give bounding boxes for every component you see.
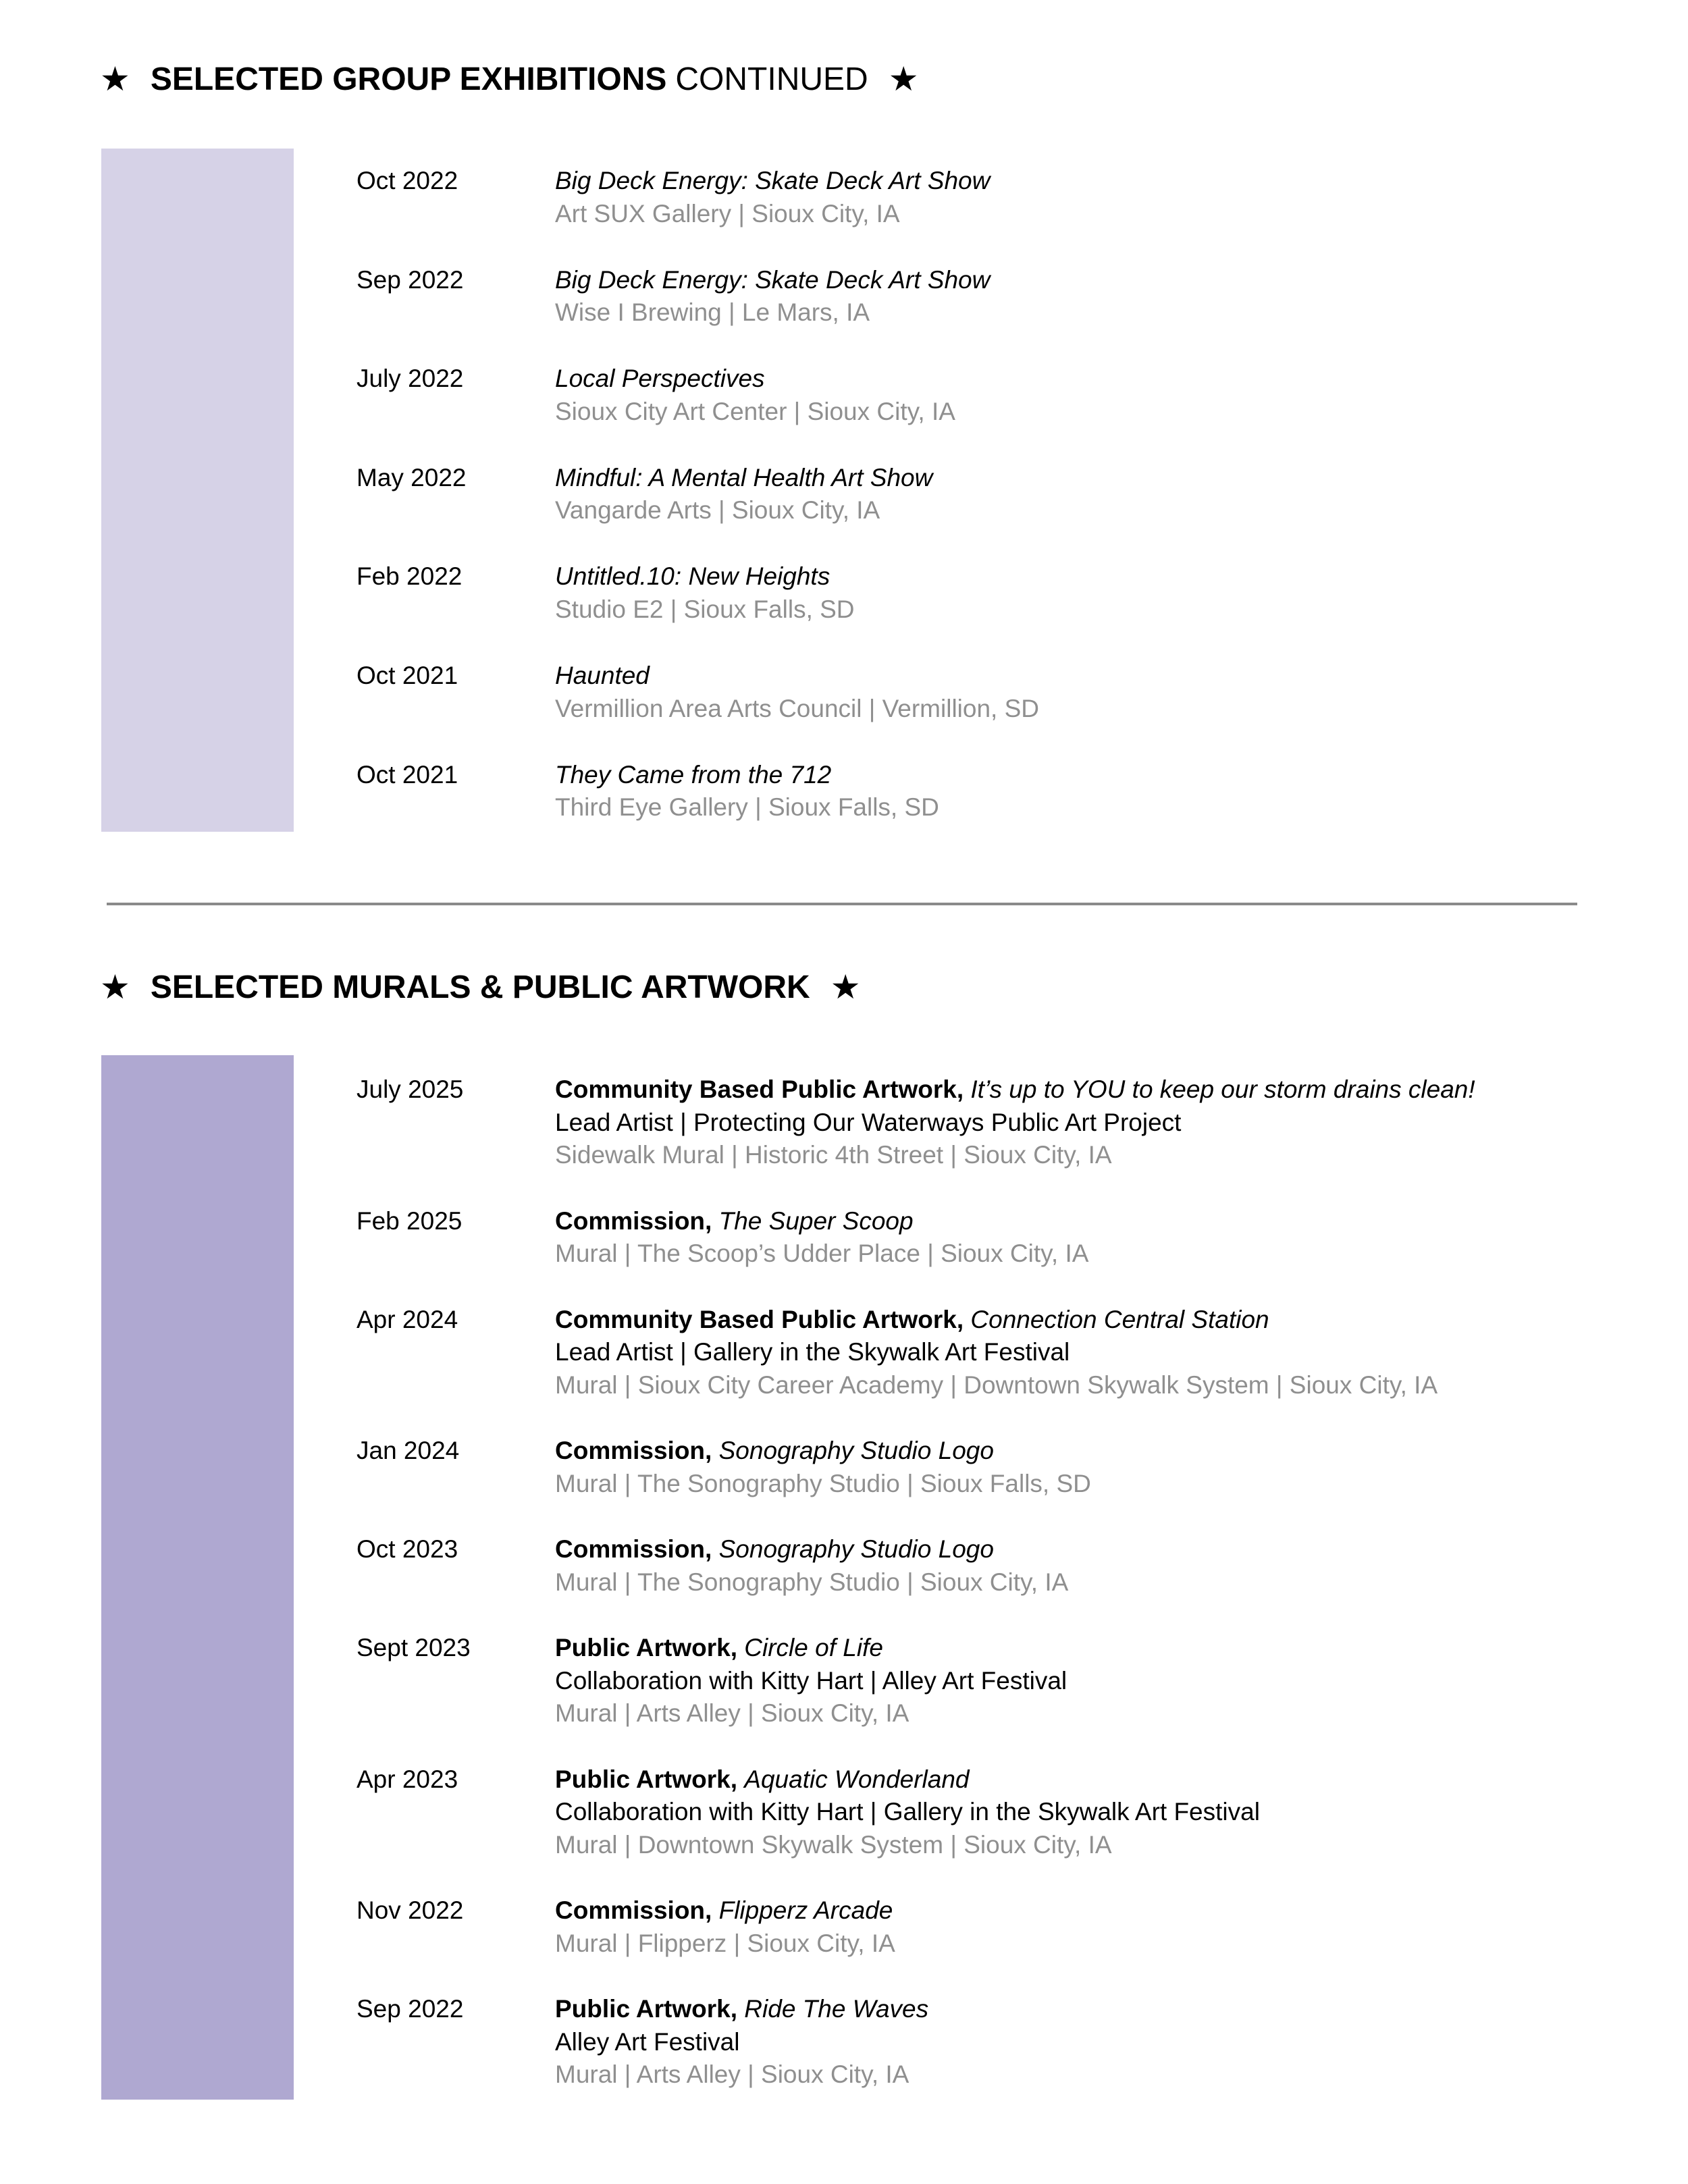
- artwork-venue: Mural | Flipperz | Sioux City, IA: [555, 1929, 895, 1957]
- artwork-type: Commission,: [555, 1535, 712, 1563]
- exhibition-venue: Studio E2 | Sioux Falls, SD: [555, 595, 855, 623]
- entry-body: [555, 1763, 1647, 1862]
- entry-date: July 2022: [357, 365, 464, 393]
- artwork-type: Commission,: [555, 1437, 712, 1464]
- artwork-venue: Mural | The Sonography Studio | Sioux Falls, SD: [555, 1469, 1091, 1497]
- murals-accent-bar: [101, 1055, 294, 2100]
- entry-date: Oct 2021: [357, 662, 458, 689]
- star-icon: ★: [888, 60, 919, 98]
- entry-body: [555, 660, 1647, 725]
- entry-body: [555, 363, 1647, 428]
- artwork-heading-line: [555, 1763, 1647, 1796]
- artwork-heading-line: [555, 1632, 1647, 1665]
- entry-body: [555, 1435, 1647, 1500]
- exhibition-venue: Wise I Brewing | Le Mars, IA: [555, 298, 870, 327]
- entry-date: Apr 2024: [357, 1305, 458, 1333]
- group-exhibitions-accent-bar: [101, 149, 294, 832]
- entry-date: Sep 2022: [357, 1995, 464, 2023]
- entry-date: Nov 2022: [357, 1896, 464, 1924]
- entry-date: Feb 2025: [357, 1206, 463, 1235]
- entry-body: [555, 1632, 1647, 1730]
- artwork-title: Circle of Life: [744, 1634, 883, 1661]
- group-exhibitions-title: SELECTED GROUP EXHIBITIONS: [150, 61, 667, 97]
- exhibition-title: Big Deck Energy: Skate Deck Art Show: [555, 265, 991, 294]
- artwork-detail: Collaboration with Kitty Hart | Alley Art Festival: [555, 1666, 1067, 1695]
- artwork-venue: Mural | The Scoop’s Udder Place | Sioux City, IA: [555, 1240, 1089, 1267]
- entry-body: [555, 759, 1647, 824]
- exhibition-title: Mindful: A Mental Health Art Show: [555, 463, 933, 491]
- artwork-venue: Mural | Downtown Skywalk System | Sioux City, IA: [555, 1830, 1112, 1859]
- exhibition-venue: Art SUX Gallery | Sioux City, IA: [555, 199, 900, 228]
- exhibition-venue: Sioux City Art Center | Sioux City, IA: [555, 397, 955, 425]
- entry-date: Oct 2021: [357, 760, 458, 789]
- exhibition-title: Haunted: [555, 662, 650, 689]
- entry-body: [555, 1205, 1647, 1271]
- artwork-title: It’s up to YOU to keep our storm drains clean!: [970, 1075, 1475, 1103]
- artwork-type: Public Artwork,: [555, 1995, 738, 2023]
- artwork-detail: Lead Artist | Protecting Our Waterways Public Art Project: [555, 1108, 1182, 1136]
- artwork-type: Community Based Public Artwork,: [555, 1305, 964, 1333]
- artwork-title: The Super Scoop: [718, 1206, 914, 1235]
- entry-body: [555, 165, 1647, 230]
- entry-date: Oct 2022: [357, 167, 458, 194]
- star-icon: ★: [100, 60, 130, 98]
- artwork-detail: Alley Art Festival: [555, 2027, 740, 2056]
- star-icon: ★: [100, 968, 130, 1006]
- exhibition-venue: Vermillion Area Arts Council | Vermillion, SD: [555, 694, 1040, 722]
- artwork-heading-line: [555, 1894, 1647, 1927]
- artwork-title: Flipperz Arcade: [718, 1896, 893, 1924]
- artwork-title: Aquatic Wonderland: [744, 1765, 970, 1793]
- entry-date: May 2022: [357, 463, 467, 491]
- group-exhibitions-heading: [100, 52, 919, 106]
- artwork-title: Ride The Waves: [744, 1995, 929, 2023]
- entry-body: [555, 462, 1647, 527]
- murals-heading: [100, 960, 861, 1014]
- entry-body: [555, 1533, 1647, 1599]
- exhibition-title: Local Perspectives: [555, 365, 765, 393]
- exhibition-title: Untitled.10: New Heights: [555, 562, 830, 591]
- artwork-heading-line: [555, 1304, 1647, 1337]
- entry-date: Jan 2024: [357, 1437, 460, 1464]
- artwork-type: Commission,: [555, 1896, 712, 1924]
- entry-date: Oct 2023: [357, 1535, 458, 1563]
- star-icon: ★: [830, 968, 861, 1006]
- exhibition-venue: Vangarde Arts | Sioux City, IA: [555, 496, 880, 525]
- entry-date: Feb 2022: [357, 562, 463, 591]
- artwork-title: Sonography Studio Logo: [718, 1437, 994, 1464]
- artwork-title: Connection Central Station: [970, 1305, 1269, 1333]
- artwork-detail: Lead Artist | Gallery in the Skywalk Art Festival: [555, 1338, 1070, 1366]
- artwork-venue: Mural | Arts Alley | Sioux City, IA: [555, 2060, 909, 2088]
- artwork-type: Public Artwork,: [555, 1634, 738, 1661]
- exhibition-title: They Came from the 712: [555, 760, 832, 789]
- artwork-venue: Mural | The Sonography Studio | Sioux City, IA: [555, 1568, 1069, 1596]
- artwork-venue: Mural | Sioux City Career Academy | Downtown Skywalk System | Sioux City, IA: [555, 1370, 1438, 1399]
- artwork-heading-line: [555, 1073, 1647, 1107]
- entry-date: Apr 2023: [357, 1765, 458, 1793]
- entry-date: Sept 2023: [357, 1634, 471, 1661]
- exhibition-venue: Third Eye Gallery | Sioux Falls, SD: [555, 793, 939, 822]
- section-divider: [107, 903, 1577, 905]
- entry-body: [555, 1993, 1647, 2092]
- entry-body: [555, 1304, 1647, 1402]
- artwork-title: Sonography Studio Logo: [718, 1535, 994, 1563]
- artwork-heading-line: [555, 1533, 1647, 1566]
- group-exhibitions-title-continued: CONTINUED: [675, 61, 868, 97]
- entry-date: Sep 2022: [357, 265, 464, 294]
- artwork-heading-line: [555, 1205, 1647, 1238]
- artwork-heading-line: [555, 1435, 1647, 1468]
- artwork-venue: Sidewalk Mural | Historic 4th Street | Sioux City, IA: [555, 1141, 1112, 1169]
- artwork-type: Community Based Public Artwork,: [555, 1075, 964, 1103]
- entry-date: July 2025: [357, 1075, 464, 1103]
- artwork-type: Public Artwork,: [555, 1765, 738, 1793]
- artwork-heading-line: [555, 1993, 1647, 2026]
- exhibition-title: Big Deck Energy: Skate Deck Art Show: [555, 167, 991, 194]
- artwork-venue: Mural | Arts Alley | Sioux City, IA: [555, 1699, 909, 1727]
- entry-body: [555, 560, 1647, 626]
- murals-title: SELECTED MURALS & PUBLIC ARTWORK: [150, 969, 810, 1005]
- entry-body: [555, 1073, 1647, 1172]
- entry-body: [555, 1894, 1647, 1960]
- entry-body: [555, 264, 1647, 329]
- artwork-detail: Collaboration with Kitty Hart | Gallery in the Skywalk Art Festival: [555, 1798, 1260, 1826]
- artwork-type: Commission,: [555, 1206, 712, 1235]
